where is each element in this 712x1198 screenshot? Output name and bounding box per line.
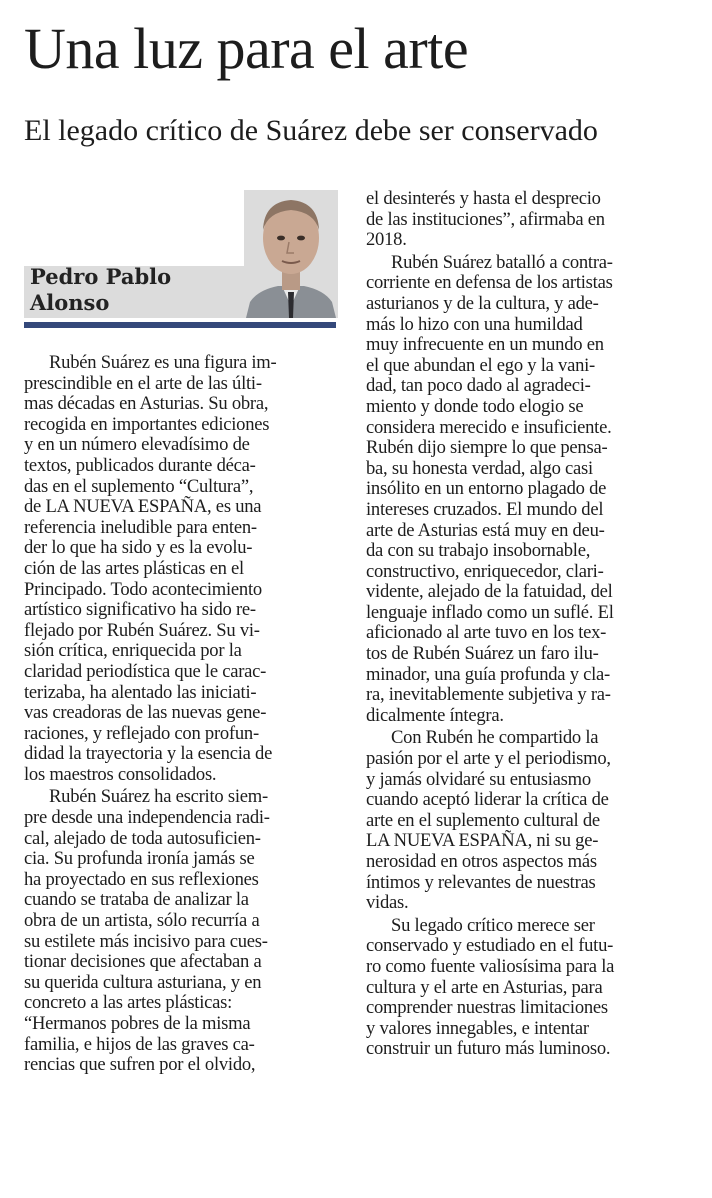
text-line: flejado por Rubén Suárez. Su vi- [24, 619, 260, 641]
text-line: 2018. [366, 229, 407, 251]
text-line: ha proyectado en sus reflexiones [24, 868, 259, 890]
text-line: asturianos y de la cultura, y ade- [366, 292, 599, 314]
text-line: dad, tan poco dado al agradeci- [366, 375, 591, 397]
text-line: y en un número elevadísimo de [24, 434, 250, 456]
text-line: vidas. [366, 892, 409, 914]
text-line: lenguaje inflado como un suflé. El [366, 601, 614, 623]
subheadline: El legado crítico de Suárez debe ser conservado [24, 114, 598, 147]
author-portrait [244, 190, 338, 318]
text-line: ción de las artes plásticas en el [24, 557, 244, 579]
text-line: dicalmente íntegra. [366, 704, 504, 726]
text-line: intereses cruzados. El mundo del [366, 498, 604, 520]
text-line: Principado. Todo acontecimiento [24, 578, 262, 600]
text-line: vidente, alejado de la fatuidad, del [366, 581, 613, 603]
author-last-name: Alonso [30, 290, 110, 315]
text-line: nerosidad en otros aspectos más [366, 851, 597, 872]
text-line: el desinterés y hasta el desprecio [366, 188, 601, 209]
text-line: “Hermanos pobres de la misma [24, 1013, 251, 1034]
text-line: ra, inevitablemente subjetiva y ra- [366, 684, 611, 706]
text-line: cuando se trataba de analizar la [24, 889, 249, 911]
text-line: pre desde una independencia radi- [24, 807, 270, 829]
text-line: cultura y el arte en Asturias, para [366, 976, 603, 998]
text-line: constructivo, enriquecedor, clari- [366, 560, 604, 582]
text-line: más lo hizo con una humildad [366, 313, 583, 335]
text-line: claridad periodística que le carac- [24, 660, 267, 682]
text-line: construir un futuro más luminoso. [366, 1038, 611, 1060]
text-line: su querida cultura asturiana, y en [24, 971, 262, 993]
text-line: der lo que ha sido y es la evolu- [24, 537, 253, 559]
text-line: artístico significativo ha sido re- [24, 599, 256, 621]
text-line: rencias que sufren por el olvido, [24, 1054, 256, 1076]
text-line: concreto a las artes plásticas: [24, 992, 233, 1014]
byline-rule [24, 322, 336, 328]
text-line: minador, una guía profunda y cla- [366, 663, 611, 685]
text-line: su estilete más incisivo para cues- [24, 930, 268, 952]
text-line: aficionado al arte tuvo en los tex- [366, 622, 607, 644]
author-first-name: Pedro Pablo [30, 264, 172, 289]
text-line: ba, su honesta verdad, algo casi [366, 457, 593, 479]
text-line: y valores innegables, e intentar [366, 1017, 589, 1039]
text-line: recogida en importantes ediciones [24, 413, 270, 435]
text-line: familia, e hijos de las graves ca- [24, 1033, 255, 1055]
text-line: das en el suplemento “Cultura”, [24, 475, 254, 497]
text-line: prescindible en el arte de las últi- [24, 372, 262, 394]
text-line: obra de un artista, sólo recurría a [24, 910, 260, 932]
text-line: el que abundan el ego y la vani- [366, 354, 595, 376]
text-line: miento y donde todo elogio se [366, 395, 584, 417]
text-line: los maestros consolidados. [24, 763, 217, 785]
text-line: arte de Asturias está muy en deu- [366, 519, 605, 541]
text-line: considera merecido e insuficiente. [366, 416, 612, 438]
text-line: y jamás olvidaré su entusiasmo [366, 768, 591, 790]
text-line: textos, publicados durante déca- [24, 454, 256, 476]
text-line: corriente en defensa de los artistas [366, 272, 613, 294]
text-line: muy infrecuente en un mundo en [366, 334, 604, 356]
text-line: arte en el suplemento cultural de [366, 809, 600, 831]
text-line: terizaba, ha alentado las iniciati- [24, 681, 257, 703]
text-line: da con su trabajo insobornable, [366, 540, 591, 562]
text-line: raciones, y reflejado con profun- [24, 722, 259, 744]
text-line: Rubén Suárez es una figura im- [49, 352, 277, 373]
text-line: LA NUEVA ESPAÑA, ni su ge- [366, 830, 599, 852]
text-line: cal, alejado de toda autosuficien- [24, 827, 261, 849]
text-line: Rubén dijo siempre lo que pensa- [366, 437, 608, 459]
article-column-2 [366, 189, 614, 1060]
text-line: cuando aceptó liderar la crítica de [366, 789, 609, 811]
text-line: vas creadoras de las nuevas gene- [24, 702, 267, 724]
text-line: íntimos y relevantes de nuestras [366, 871, 596, 893]
text-line: ro como fuente valiosísima para la [366, 955, 615, 977]
text-line: de las instituciones”, afirmaba en [366, 208, 605, 230]
headline: Una luz para el arte [24, 16, 469, 81]
text-line: tos de Rubén Suárez un faro ilu- [366, 643, 599, 665]
text-line: de LA NUEVA ESPAÑA, es una [24, 496, 262, 518]
text-line: Su legado crítico merece ser [391, 914, 595, 936]
text-line: sión crítica, enriquecida por la [24, 640, 242, 662]
text-line: Con Rubén he compartido la [391, 727, 599, 749]
text-line: mas décadas en Asturias. Su obra, [24, 393, 269, 415]
article-column-1 [24, 353, 276, 1076]
text-line: Rubén Suárez batalló a contra- [391, 251, 613, 273]
text-line: insólito en un entorno plagado de [366, 478, 607, 500]
text-line: referencia ineludible para enten- [24, 516, 257, 538]
author-name [30, 264, 230, 316]
text-line: comprender nuestras limitaciones [366, 997, 608, 1019]
text-line: pasión por el arte y el periodismo, [366, 748, 611, 770]
text-line: cia. Su profunda ironía jamás se [24, 848, 255, 870]
text-line: tionar decisiones que afectaban a [24, 951, 262, 973]
text-line: Rubén Suárez ha escrito siem- [49, 786, 268, 808]
text-line: didad la trayectoria y la esencia de [24, 743, 273, 765]
text-line: conservado y estudiado en el futu- [366, 935, 614, 957]
